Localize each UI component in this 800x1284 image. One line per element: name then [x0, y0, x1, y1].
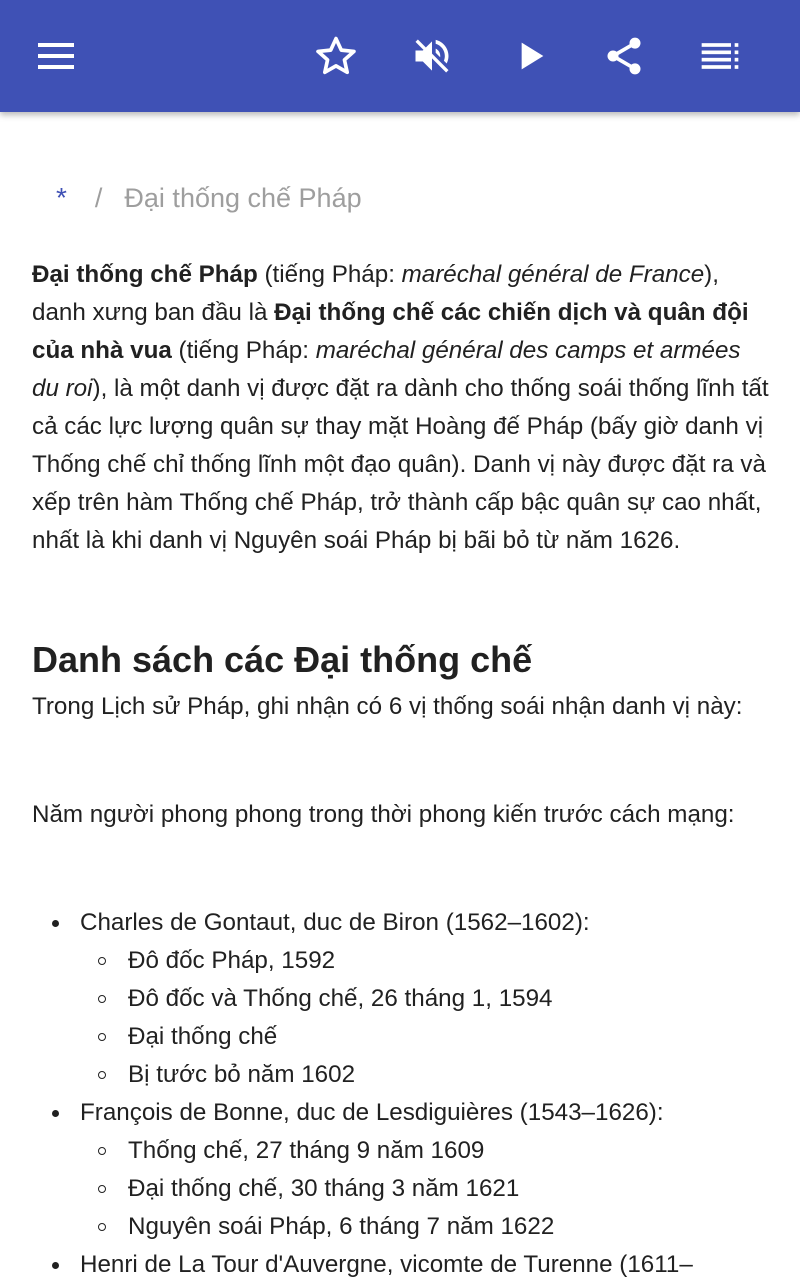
sub-list [80, 942, 772, 1094]
contents-button[interactable] [688, 24, 752, 88]
playlist-icon [698, 34, 742, 78]
volume-off-icon [410, 34, 454, 78]
sub-list-item: Thống chế, 27 tháng 9 năm 1609 [80, 1132, 772, 1170]
favorite-button[interactable] [304, 24, 368, 88]
app-toolbar [0, 0, 800, 112]
menu-icon [36, 36, 76, 76]
play-button[interactable] [498, 24, 562, 88]
intro-text: ), danh xưng ban đầu là [32, 261, 719, 326]
mute-button[interactable] [400, 24, 464, 88]
share-icon [602, 34, 646, 78]
list-item-title: Charles de Gontaut, duc de Biron (1562–1602): [80, 909, 590, 936]
play-icon [510, 36, 550, 76]
section-paragraph: Trong Lịch sử Pháp, ghi nhận có 6 vị thống soái nhận danh vị này: [32, 693, 743, 720]
menu-button[interactable] [24, 24, 88, 88]
sub-list-item: Đô đốc và Thống chế, 26 tháng 1, 1594 [80, 980, 772, 1018]
intro-text: (tiếng Pháp: [171, 337, 316, 364]
breadcrumb-home-link[interactable]: * [56, 182, 67, 213]
section-paragraph: Năm người phong phong trong thời phong kiến trước cách mạng: [32, 801, 735, 828]
share-button[interactable] [592, 24, 656, 88]
sub-list-item: Nguyên soái Pháp, 6 tháng 7 năm 1622 [80, 1208, 772, 1246]
list-item [32, 904, 772, 1094]
breadcrumb-separator: / [94, 183, 103, 213]
sub-list-item: Đô đốc Pháp, 1592 [80, 942, 772, 980]
intro-bold-term: Đại thống chế các chiến dịch và quân đội của nhà vua [32, 299, 749, 364]
list-item [32, 1246, 772, 1284]
intro-paragraph [32, 256, 772, 560]
breadcrumb [56, 182, 362, 214]
section-heading: Danh sách các Đại thống chế [32, 639, 533, 680]
intro-text: (tiếng Pháp: [257, 261, 402, 288]
star-outline-icon [314, 34, 358, 78]
intro-bold-term: Đại thống chế Pháp [32, 261, 258, 288]
breadcrumb-current: Đại thống chế Pháp [124, 183, 362, 213]
intro-italic-term: maréchal général de France [401, 261, 705, 288]
list-item [32, 1094, 772, 1246]
sub-list-item: Bị tước bỏ năm 1602 [80, 1056, 772, 1094]
list-item-title: Henri de La Tour d'Auvergne, vicomte de Turenne (1611– [80, 1251, 693, 1278]
intro-italic-term: maréchal général des camps et armées du roi [32, 337, 741, 402]
list-item-title: François de Bonne, duc de Lesdiguières (1543–1626): [80, 1099, 664, 1126]
sub-list-item: Đại thống chế, 30 tháng 3 năm 1621 [80, 1170, 772, 1208]
marshal-list [32, 904, 772, 1284]
sub-list [80, 1132, 772, 1246]
intro-text: ), là một danh vị được đặt ra dành cho thống soái thống lĩnh tất cả các lực lượng quân sự thay mặt Hoàng đế Pháp (bấy giờ danh vị Thống chế chỉ thống lĩnh một đạo quân). Danh vị này được đặt ra và xếp trên hàm Thống chế Pháp, trở thành cấp bậc quân sự cao nhất, nhất là khi danh vị Nguyên soái Pháp bị bãi bỏ từ năm 1626. [32, 375, 769, 554]
sub-list-item: Đại thống chế [80, 1018, 772, 1056]
